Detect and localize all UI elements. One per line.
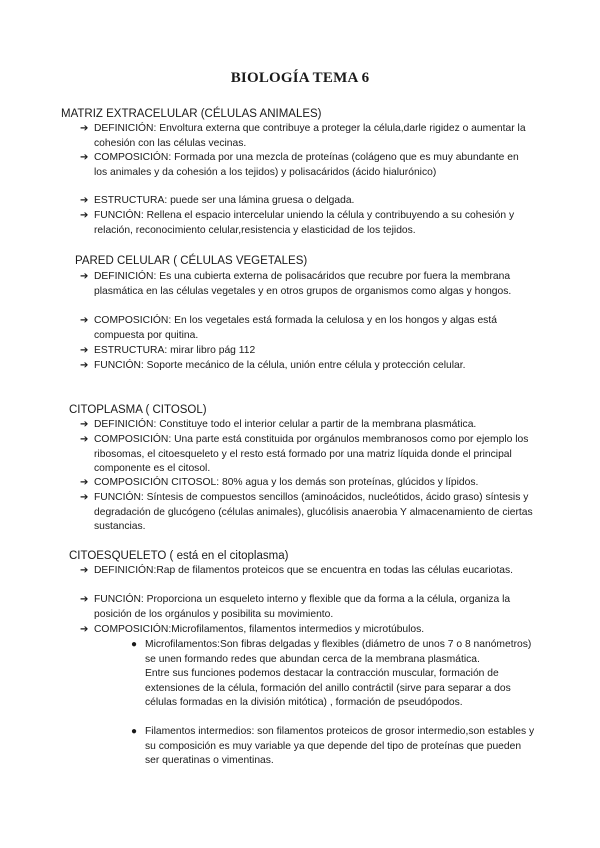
list-item: ➔ COMPOSICIÓN: Formada por una mezcla de proteínas (colágeno que es muy abundante en los animales y da cohesión a los tejidos) y polisacáridos (ácido hialurónico) [80, 152, 519, 178]
arrow-right-icon: ➔ [80, 345, 89, 356]
sub-list-item: ● Microfilamentos:Son fibras delgadas y flexibles (diámetro de unos 7 o 8 nanómetros) se unen formando redes que abundan cerca de la membrana plasmática. Entre sus funciones podemos destacar la contracción muscular, formación de extensiones de la célula, formación del anillo contráctil (sirve para separar a dos células formadas en la división mitótica) , formación de pseudópodos. [131, 639, 532, 708]
list-item: ➔ DEFINICIÓN:Rap de filamentos proteicos que se encuentra en todas las células eucariotas. [94, 564, 534, 579]
arrow-right-icon: ➔ [80, 434, 89, 445]
arrow-right-icon: ➔ [80, 152, 89, 163]
page-title: BIOLOGÍA TEMA 6 [230, 70, 370, 86]
arrow-right-icon: ➔ [80, 271, 89, 282]
bullet-dot-icon: ● [131, 639, 138, 650]
list-item: ➔ FUNCIÓN: Proporciona un esqueleto interno y flexible que da forma a la célula, organiza la posición de los orgánulos y posibilita su movimiento. [80, 594, 511, 620]
arrow-right-icon: ➔ [80, 624, 89, 635]
list-item: ➔ FUNCIÓN: Rellena el espacio intercelular uniendo la célula y contribuyendo a su cohesión y relación, reconocimiento celular,resistencia y elasticidad de los tejidos. [80, 210, 515, 236]
arrow-right-icon: ➔ [80, 419, 89, 430]
arrow-right-icon: ➔ [80, 594, 89, 605]
arrow-right-icon: ➔ [80, 360, 89, 371]
sub-list-item: ● Filamentos intermedios: son filamentos proteicos de grosor intermedio,son estables y su composición es muy variable ya que depende del tipo de proteínas que pueden ser queratinas o vimentinas. [131, 726, 535, 766]
list-item: ➔ DEFINICIÓN: Envoltura externa que contribuye a proteger la célula,darle rigidez o aumentar la cohesión con las células vecinas. [80, 123, 526, 149]
arrow-right-icon: ➔ [80, 565, 89, 576]
arrow-right-icon: ➔ [80, 315, 89, 326]
section-heading-citoesqueleto: CITOESQUELETO ( está en el citoplasma) [69, 550, 289, 562]
list-item: ➔ COMPOSICIÓN: En los vegetales está formada la celulosa y en los hongos y algas está compuesta por quitina. [80, 315, 497, 341]
section-heading-citoplasma: CITOPLASMA ( CITOSOL) [69, 404, 207, 416]
list-item: ➔ DEFINICIÓN: Constituye todo el interior celular a partir de la membrana plasmática. [94, 418, 534, 433]
list-item: ➔ COMPOSICIÓN: Una parte está constituida por orgánulos membranosos como por ejemplo los ribosomas, el citoesqueleto y el resto está formado por una matriz líquida donde el principal componente es el citosol. [80, 434, 529, 474]
bullet-dot-icon: ● [131, 726, 138, 737]
arrow-right-icon: ➔ [80, 195, 89, 206]
list-item: ➔ DEFINICIÓN: Es una cubierta externa de polisacáridos que recubre por fuera la membrana plasmática en las células vegetales y en otros grupos de organismos como algas y hongos. [80, 271, 512, 297]
arrow-right-icon: ➔ [80, 210, 89, 221]
list-item: ➔ FUNCIÓN: Síntesis de compuestos sencillos (aminoácidos, nucleótidos, ácido graso) síntesis y degradación de glucógeno (células animales), glucólisis anaerobia Y almacenamiento de ciertas sustancias. [80, 492, 533, 532]
list-item: ➔ ESTRUCTURA: mirar libro pág 112 [94, 344, 534, 359]
list-item: ➔ COMPOSICIÓN:Microfilamentos, filamentos intermedios y microtúbulos. [94, 623, 534, 638]
arrow-right-icon: ➔ [80, 492, 89, 503]
section-heading-matriz: MATRIZ EXTRACELULAR (CÉLULAS ANIMALES) [61, 108, 322, 120]
section-heading-pared: PARED CELULAR ( CÉLULAS VEGETALES) [75, 255, 308, 267]
arrow-right-icon: ➔ [80, 477, 89, 488]
list-item: ➔ ESTRUCTURA: puede ser una lámina gruesa o delgada. [94, 194, 534, 209]
list-item: ➔ FUNCIÓN: Soporte mecánico de la célula, unión entre célula y protección celular. [94, 359, 534, 374]
arrow-right-icon: ➔ [80, 123, 89, 134]
list-item: ➔ COMPOSICIÓN CITOSOL: 80% agua y los demás son proteínas, glúcidos y lípidos. [94, 476, 534, 491]
